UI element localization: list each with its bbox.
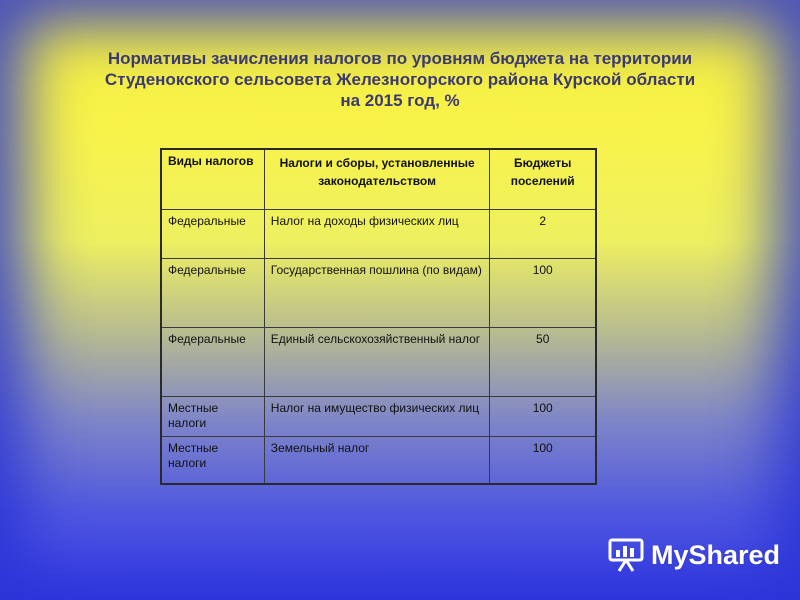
cell-tax: Государственная пошлина (по видам) bbox=[264, 258, 490, 327]
cell-value: 100 bbox=[490, 436, 596, 484]
cell-tax: Налог на доходы физических лиц bbox=[264, 209, 490, 258]
cell-value: 50 bbox=[490, 327, 596, 396]
slide-title bbox=[40, 48, 760, 111]
myshared-watermark bbox=[607, 535, 780, 575]
presentation-board-icon bbox=[607, 537, 645, 573]
header-taxes-and-fees: Налоги и сборы, установленные законодательством bbox=[264, 149, 490, 209]
header-tax-types: Виды налогов bbox=[161, 149, 264, 209]
cell-value: 100 bbox=[490, 396, 596, 436]
title-line-3: на 2015 год, % bbox=[340, 91, 460, 110]
watermark-text: MyShared bbox=[651, 539, 781, 570]
header-settlement-budgets: Бюджеты поселений bbox=[490, 149, 596, 209]
cell-type: Федеральные bbox=[161, 209, 264, 258]
cell-type: Местные налоги bbox=[161, 436, 264, 484]
table-row bbox=[161, 436, 596, 484]
table-row bbox=[161, 327, 596, 396]
cell-tax: Земельный налог bbox=[264, 436, 490, 484]
title-line-1: Нормативы зачисления налогов по уровням бюджета на территории bbox=[107, 49, 693, 68]
cell-value: 2 bbox=[490, 209, 596, 258]
cell-value: 100 bbox=[490, 258, 596, 327]
table-row bbox=[161, 258, 596, 327]
tax-norms-table bbox=[160, 148, 597, 485]
cell-tax: Налог на имущество физических лиц bbox=[264, 396, 490, 436]
table-row bbox=[161, 396, 596, 436]
cell-type: Федеральные bbox=[161, 327, 264, 396]
cell-tax: Единый сельскохозяйственный налог bbox=[264, 327, 490, 396]
table-row bbox=[161, 209, 596, 258]
cell-type: Федеральные bbox=[161, 258, 264, 327]
title-line-2: Студенокского сельсовета Железногорского района Курской области bbox=[104, 70, 696, 89]
cell-type: Местные налоги bbox=[161, 396, 264, 436]
table-header-row bbox=[161, 149, 596, 209]
